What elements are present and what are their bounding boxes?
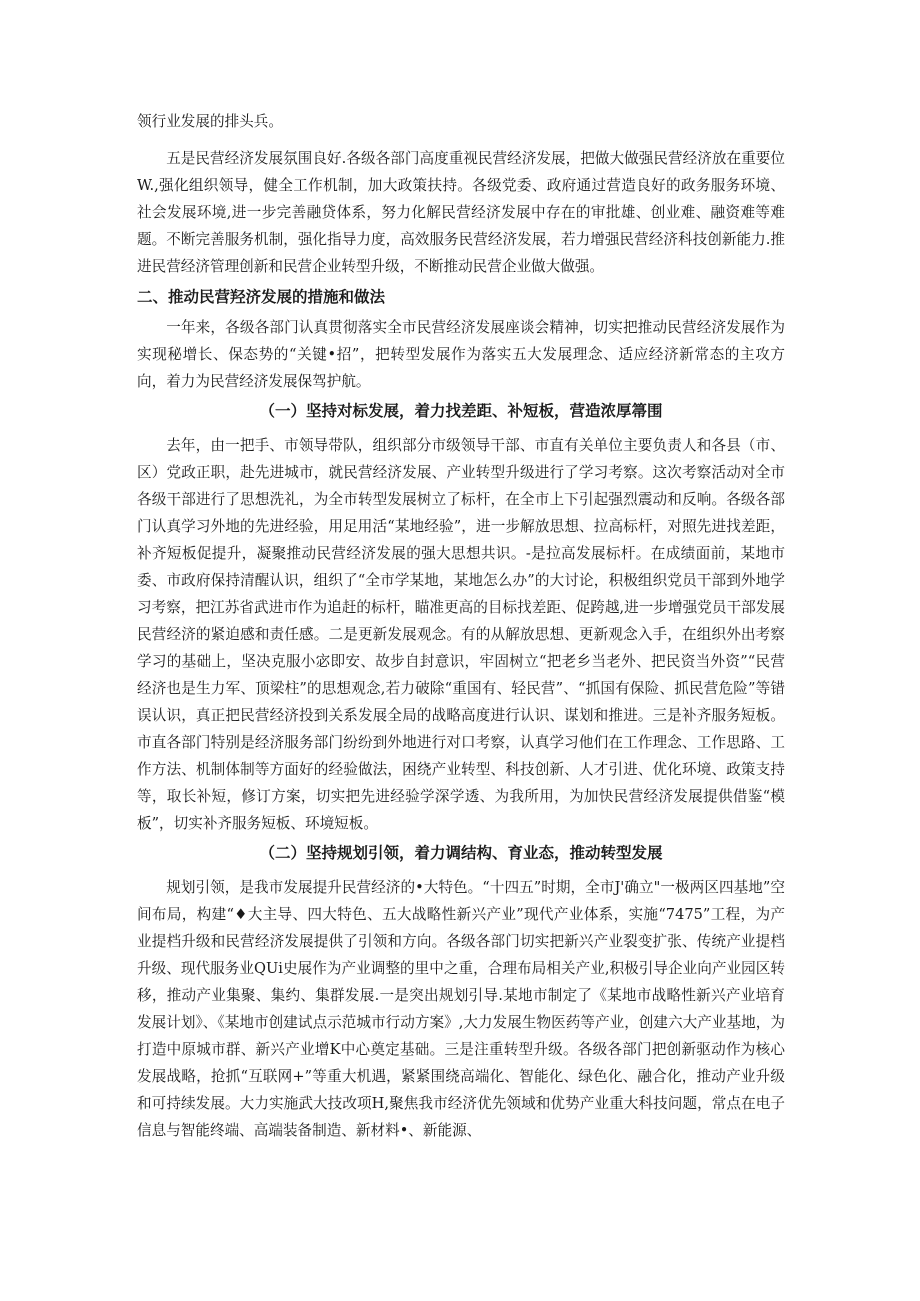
subsection-heading-1: （一）坚持对标发展，着力找差距、补短板，营造浓厚箒围 bbox=[259, 402, 663, 420]
paragraph-section2-intro: 一年来，各级各部门认真贯彻落实全市民营经济发展座谈会精神，切实把推动民营经济发展作为实现秘增长、保态势的“关键•招”，把转型发展作为落实五大发展理念、适应经济新常态的主攻方向，着力为民营经济发展保驾护航。 bbox=[137, 319, 785, 390]
paragraph-intro-tail: 领行业发展的排头兵。 bbox=[137, 113, 283, 130]
paragraph-subsection-1: 去年，由一把手、市领导带队，组织部分市级领导干部、市直有关单位主要负责人和各县（市、区）党政正职，赴先进城市，就民营经济发展、产业转型升级进行了学习考察。这次考察活动对全市各级干部进行了思想洗礼，为全市转型发展树立了标杆，在全市上下引起强烈震动和反响。各级各部门认真学习外地的先进经验，用足用活“某地经验”，进一步解放思想、拉高标杆，对照先进找差距，补齐短板促提升，凝聚推动民营经济发展的强大思想共识。-是拉高发展标杆。在成绩面前，某地市委、市政府保持清醒认识，组织了“全市学某地，某地怎么办”的大讨论，积极组织党员干部到外地学习考察，把江苏省武进市作为追赶的标杆，瞄准更高的目标找差距、促跨越,进一步增强党员干部发展民营经济的紧迫感和责任感。二是更新发展观念。有的从解放思想、更新观念入手，在组织外出考察学习的基础上，坚决克服小宓即安、故步自封意识，牢固树立“把老乡当老外、把民资当外资”“民营经济也是生力军、顶梁柱”的思想观念,若力破除“重国有、轻民营”、“抓国有保险、抓民营危险”等错误认识，真正把民营经济投到关系发展全局的战略高度进行认识、谋划和推进。三是补齐服务短板。市直各部门特别是经济服务部门纷纷到外地进行对口考察，认真学习他们在工作理念、工作思路、工作方法、机制体制等方面好的经验做法，困绕产业转型、科技创新、人才引进、优化环境、政策支持等，取长补短，修订方案，切实把先进经验学深学透、为我所用，为加快民营经济发展提供借鉴“模板”，切实补齐服务短板、环境短板。 bbox=[137, 437, 785, 832]
section-heading-2: 二、推动民营羟济发展的措施和做法 bbox=[137, 288, 386, 306]
paragraph-subsection-2: 规划引领，是我市发展提升民营经济的•大特色。“十四五”时期，全市J'确立"一极两区四基地”空间布局，构建“♦大主导、四大特色、五大战略性新兴产业”现代产业体系，实施“7475”工程，为产业提档升级和民营经济发展提供了引领和方向。各级各部门切实把新兴产业裂变扩张、传统产业提档升级、现代服务业QUi史展作为产业调整的里中之重，合理布局相关产业,积极引导企业向产业园区转移，推动产业集聚、集约、集群发展.一是突出规划引导.某地市制定了《某地市战略性新兴产业培育发展计划》、《某地市创建试点示范城市行动方案》,大力发展生物医药等产业，创建六大产业基地，为打造中原城市群、新兴产业增K中心奠定基础。三是注重转型升级。各级各部门把创新驱动作为核心发展战略，抢抓“互联网+”等重大机遇，紧紧围绕高端化、智能化、绿色化、融合化，推动产业升级和可持续发展。大力实施武大技改项H,聚焦我市经济优先领域和优势产业重大科技问题，常点在电子信息与智能终端、高端装备制造、新材料•、新能源、 bbox=[137, 879, 785, 1139]
document-page bbox=[137, 108, 785, 1144]
subsection-heading-2: （二）坚持规划引领，着力调结构、育业态，推动转型发展 bbox=[259, 844, 663, 862]
paragraph-gap bbox=[137, 135, 785, 145]
paragraph-five: 五是民营经济发展氛围良好.各级各部门高度重视民营经济发展，把做大做强民营经济放在重要位W.,强化组织领导，健全工作机制，加大政策扶持。各级党委、政府通过营造良好的政务服务环境、社会发展环境,进一步完善融贷体系，努力化解民营经济发展中存在的审批雄、创业难、融资难等难题。不断完善服务机制，强化指导力度，高效服务民营经济发展，若力增强民营经济科技创新能力.推进民营经济管理创新和民营企业转型升级，不断推动民营企业做大做强。 bbox=[137, 150, 785, 275]
